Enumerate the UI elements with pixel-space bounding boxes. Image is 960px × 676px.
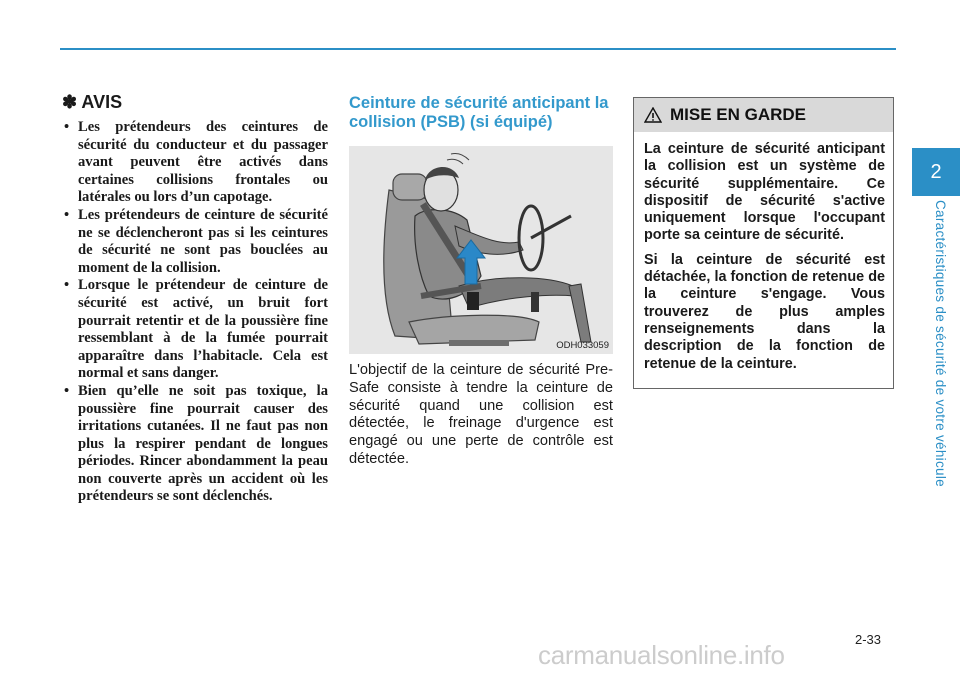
psb-section xyxy=(349,94,613,469)
warning-header xyxy=(634,98,893,132)
warning-title: MISE EN GARDE xyxy=(670,105,807,124)
watermark-text: carmanualsonline.info xyxy=(538,640,785,670)
figure-code: ODH033059 xyxy=(556,340,609,351)
warning-paragraph: La ceinture de sécurité anticipant la collision est un système de sécurité supplémentaire. Ce dispositif de sécurité s'active uniquement lorsque l'occupant porte sa ceinture de sécurité. xyxy=(644,141,885,244)
notice-item: • Lorsque le prétendeur de ceinture de sécurité est activé, un bruit fort pourrait retentir et de la poussière fine ressemblant à de la fumée pourrait apparaître dans l’habitacle. Cela est normal et sans danger. xyxy=(62,277,328,383)
notice-section xyxy=(62,92,328,506)
seatbelt-illustration xyxy=(349,146,613,354)
warning-box xyxy=(633,97,894,389)
section-title: Ceinture de sécurité anticipant la collision (PSB) (si équipé) xyxy=(349,94,609,131)
section-body: L'objectif de la ceinture de sécurité Pre-Safe consiste à tendre la ceinture de sécurité quand une collision est détectée, le freinage d'urgence est engagé ou une perte de contrôle est détectée. xyxy=(349,362,613,467)
driver-seat-drawing xyxy=(349,146,613,354)
notice-title: ✽ AVIS xyxy=(62,92,123,112)
chapter-number-tab: 2 xyxy=(912,148,960,196)
notice-item: • Bien qu’elle ne soit pas toxique, la poussière fine pourrait causer des irritations cutanées. Il ne faut pas non plus la respirer pendant de longues périodes. Rincer abondamment la peau non couverte après un accident où les prétendeurs se sont déclenchés. xyxy=(62,383,328,506)
header-rule xyxy=(60,48,896,50)
notice-item: • Les prétendeurs des ceintures de sécurité du conducteur et du passager avant peuvent être activés dans certaines collisions frontales ou latérales ou lors d’un capotage. xyxy=(62,119,328,207)
notice-list xyxy=(62,119,328,506)
chapter-title: Caractéristiques de sécurité de votre véhicule xyxy=(933,200,948,487)
warning-paragraph: Si la ceinture de sécurité est détachée, la fonction de retenue de la ceinture s'engage. Vous trouverez de plus amples renseignements dans la description de la fonction de retenue de la ceinture. xyxy=(644,251,885,372)
warning-triangle-icon xyxy=(644,107,662,123)
notice-item: • Les prétendeurs de ceinture de sécurité ne se déclencheront pas si les ceintures de sécurité ne sont pas bouclées au moment de la collision. xyxy=(62,207,328,277)
warning-body xyxy=(634,132,893,373)
page-number: 2-33 xyxy=(855,632,882,647)
